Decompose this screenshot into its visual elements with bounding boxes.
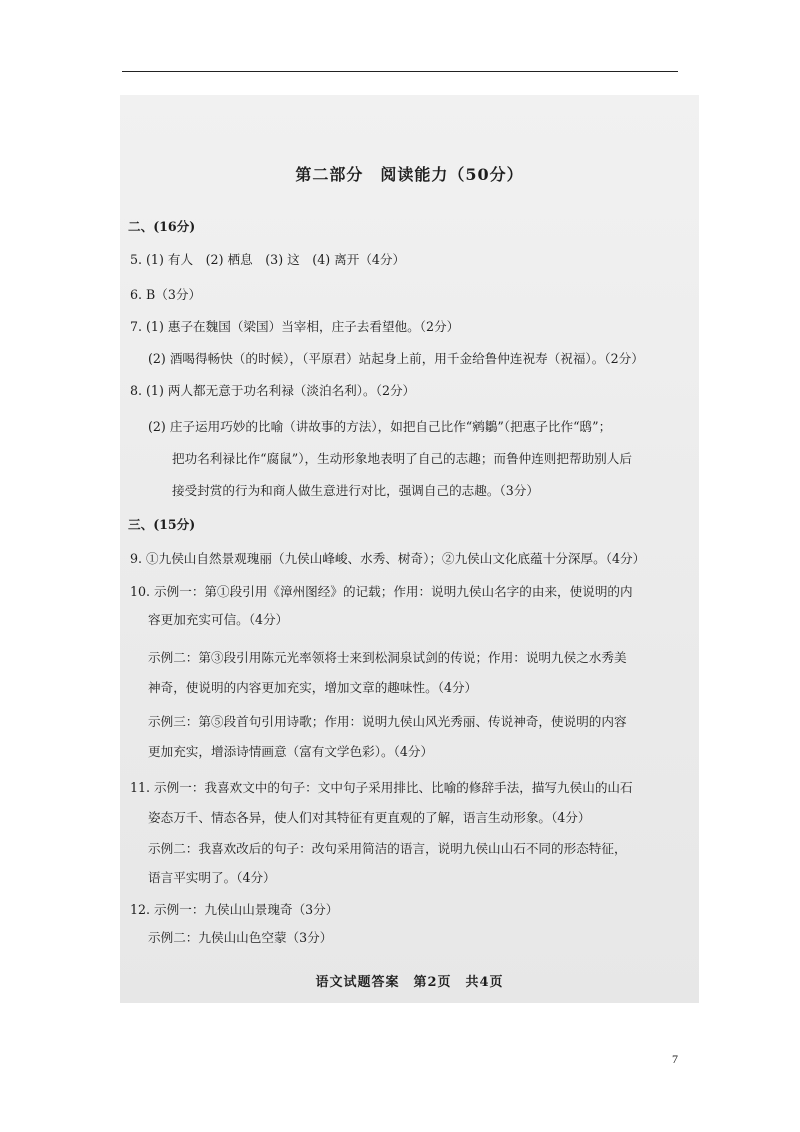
heading-part-two: 二、(16分): [128, 219, 196, 234]
answer-7-2: (2) 酒喝得畅快（的时候），（平原君）站起身上前，用千金给鲁仲连祝寿（祝福）。（2分）: [148, 351, 644, 366]
answer-12-ex1: 12. 示例一：九侯山山景瑰奇（3分）: [130, 902, 339, 917]
answer-12-ex2: 示例二：九侯山山色空蒙（3分）: [148, 930, 333, 945]
answer-9: 9. ①九侯山自然景观瑰丽（九侯山峰峻、水秀、树奇）；②九侯山文化底蕴十分深厚。（4分）: [130, 551, 646, 566]
answer-8-2-line3: 接受封赏的行为和商人做生意进行对比，强调自己的志趣。（3分）: [172, 483, 539, 498]
answer-8-2-line2: 把功名利禄比作“腐鼠”），生动形象地表明了自己的志趣；而鲁仲连则把帮助别人后: [172, 451, 632, 466]
answer-10-ex1-line1: 10. 示例一：第①段引用《漳州图经》的记载；作用：说明九侯山名字的由来，使说明的内: [130, 584, 633, 599]
answer-10-ex3-line1: 示例三：第⑤段首句引用诗歌；作用：说明九侯山风光秀丽、传说神奇，使说明的内容: [148, 714, 627, 729]
answer-8-2-line1: (2) 庄子运用巧妙的比喻（讲故事的方法），如把自己比作“鹓鶵”（把惠子比作“鸱”；: [148, 419, 612, 434]
answer-5: 5. (1) 有人 (2) 栖息 (3) 这 (4) 离开（4分）: [130, 252, 406, 267]
answer-11-ex1-line1: 11. 示例一：我喜欢文中的句子：文中句子采用排比、比喻的修辞手法，描写九侯山的山石: [130, 780, 633, 795]
answer-11-ex2-line2: 语言平实明了。（4分）: [148, 870, 276, 885]
answer-10-ex1-line2: 容更加充实可信。（4分）: [148, 612, 289, 627]
answer-11-ex2-line1: 示例二：我喜欢改后的句子：改句采用简洁的语言，说明九侯山山石不同的形态特征，: [148, 841, 627, 856]
answer-10-ex3-line2: 更加充实，增添诗情画意（富有文学色彩）。（4分）: [148, 744, 434, 759]
answer-6: 6. B（3分）: [130, 287, 202, 302]
answer-7-1: 7. (1) 惠子在魏国（梁国）当宰相，庄子去看望他。（2分）: [130, 319, 460, 334]
header-rule: [122, 71, 678, 72]
answer-8-1: 8. (1) 两人都无意于功名利禄（淡泊名利）。（2分）: [130, 383, 416, 398]
answer-11-ex1-line2: 姿态万千、情态各异，使人们对其特征有更直观的了解，语言生动形象。（4分）: [148, 810, 591, 825]
heading-part-three: 三、(15分): [128, 517, 196, 532]
section-title: 第二部分 阅读能力（50分）: [295, 165, 524, 184]
scanned-answer-sheet: [120, 95, 699, 1003]
answer-10-ex2-line2: 神奇，使说明的内容更加充实，增加文章的趣味性。（4分）: [148, 680, 478, 695]
page-number: 7: [672, 1052, 678, 1066]
answer-10-ex2-line1: 示例二：第③段引用陈元光率领将士来到松洞泉试剑的传说；作用：说明九侯之水秀美: [148, 650, 627, 665]
page-footer: 语文试题答案 第2页 共4页: [315, 975, 504, 990]
